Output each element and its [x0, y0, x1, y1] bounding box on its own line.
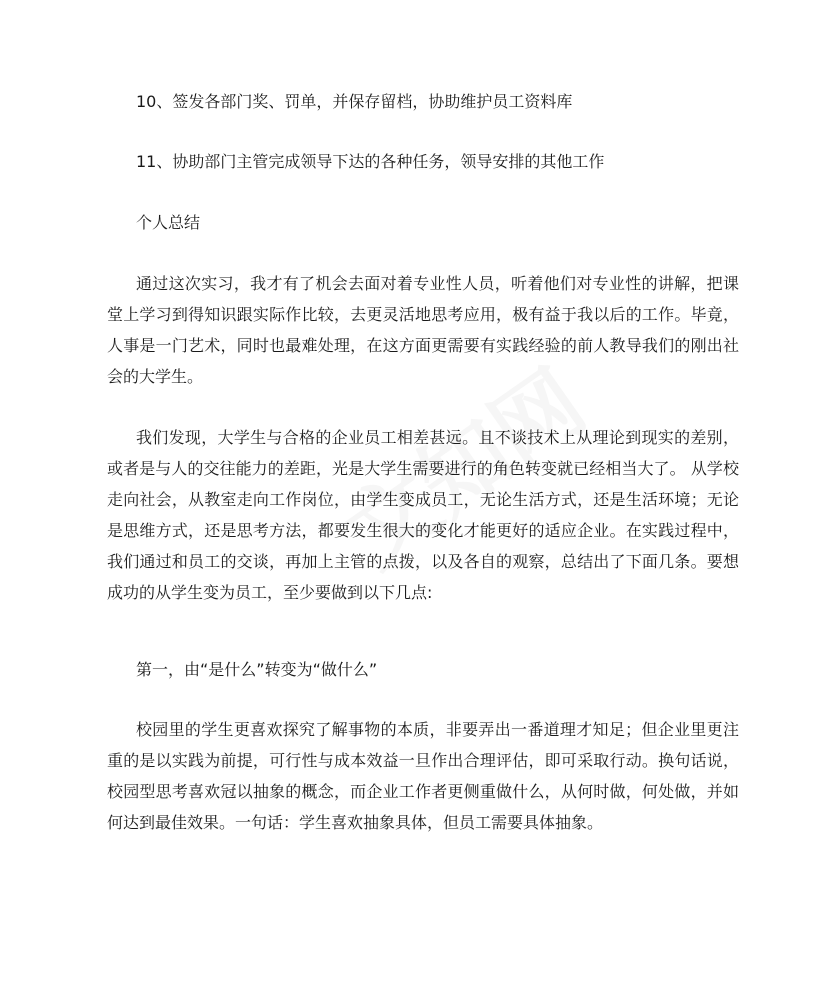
list-item-10: 10、签发各部门奖、罚单，并保存留档，协助维护员工资料库: [136, 92, 573, 111]
paragraph-internship-experience: 通过这次实习，我才有了机会去面对着专业性人员，听着他们对专业性的讲解，把课堂上学习到得知识跟实际作比较，去更灵活地思考应用，极有益于我以后的工作。毕竟，人事是一门艺术，同时也最难处理，在这方面更需要有实践经验的前人教导我们的刚出社会的大学生。: [107, 274, 739, 386]
section-heading-first-point: 第一，由“是什么”转变为“做什么”: [136, 660, 378, 679]
list-item-11: 11、协助部门主管完成领导下达的各种任务，领导安排的其他工作: [136, 152, 605, 171]
paragraph-role-change: 我们发现，大学生与合格的企业员工相差甚远。且不谈技术上从理论到现实的差别，或者是与人的交往能力的差距，光是大学生需要进行的角色转变就已经相当大了。 从学校走向社会，从教室走向工作岗位，由学生变成员工，无论生活方式，还是生活环境；无论是思维方式，还是思考方法，都要发生很大的变化才能更好的适应企业。在实践过程中，我们通过和员工的交谈，再加上主管的点拨，以及各自的观察，总结出了下面几条。要想成功的从学生变为员工，至少要做到以下几点:: [107, 428, 739, 602]
section-heading-summary: 个人总结: [136, 213, 201, 232]
paragraph-campus-vs-enterprise: 校园里的学生更喜欢探究了解事物的本质，非要弄出一番道理才知足；但企业里更注重的是以实践为前提，可行性与成本效益一旦作出合理评估，即可采取行动。换句话说，校园型思考喜欢冠以抽象的概念，而企业工作者更侧重做什么，从何时做，何处做，并如何达到最佳效果。一句话：学生喜欢抽象具体，但员工需要具体抽象。: [107, 720, 739, 832]
